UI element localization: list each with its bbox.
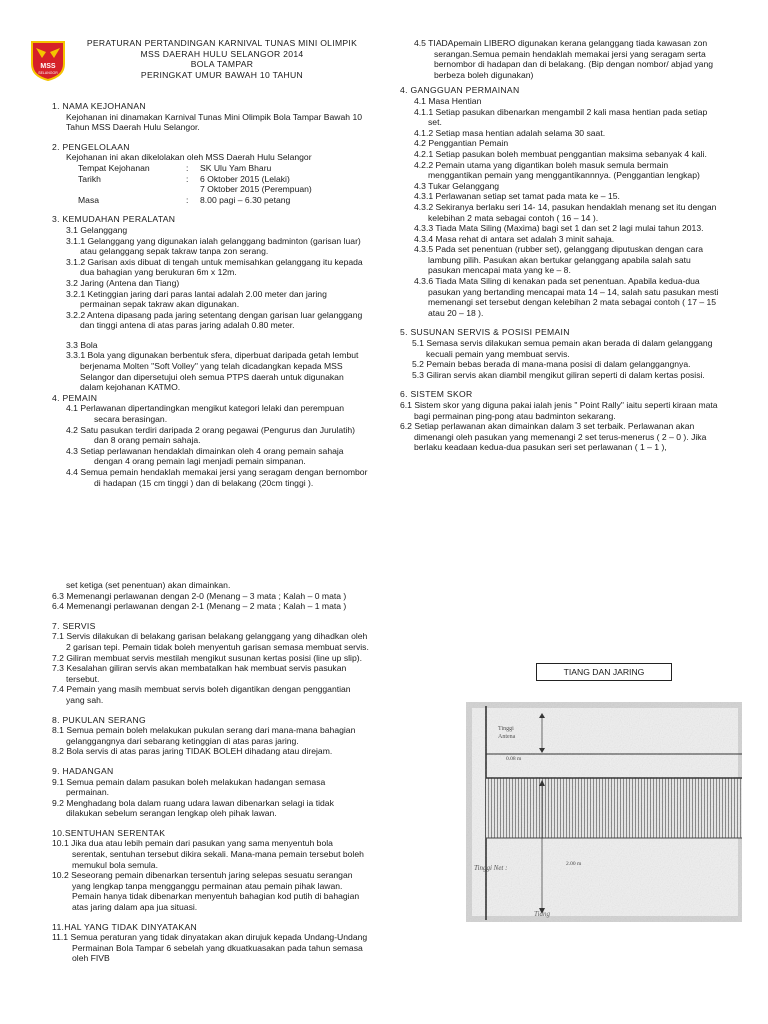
title-line-4: PERINGKAT UMUR BAWAH 10 TAHUN [140, 69, 304, 80]
detail-row [78, 163, 316, 174]
item-3-2-1: 3.2.1 Ketinggian jaring dari paras lantai adalah 2.00 meter dan jaring permainan sepak takraw akan digunakan. [66, 288, 327, 310]
logo-subtext: SELANGOR [38, 71, 58, 75]
item-8-2: 8.2 Bola servis di atas paras jaring TIDAK BOLEH dihadang atau direjam. [52, 746, 333, 757]
item-g-4-3-5: 4.3.5 Pada set penentuan (rubber set), gelanggang diputuskan dengan cara lambung pilih. Pasukan akan bertukar gelanggang apabila salah satu pasukan mencapai mata yang ke – 8. [414, 244, 704, 276]
item-g-4-1-1: 4.1.1 Setiap pasukan dibenarkan mengambil 2 kali masa hentian pada setiap set. [414, 106, 708, 128]
item-7-3: 7.3 Kesalahan giliran servis akan membatalkan hak membuat servis pasukan tersebut. [52, 663, 347, 684]
detail-value: SK Ulu Yam Bharu [200, 162, 272, 173]
section-5-heading: 5. SUSUNAN SERVIS & POSISI PEMAIN [400, 327, 570, 338]
section-2-body: Kejohanan ini akan dikelolakan oleh MSS Daerah Hulu Selangor [66, 152, 312, 163]
item-g-4-3: 4.3 Tukar Gelanggang [414, 180, 500, 191]
section-2-details [78, 163, 316, 205]
detail-value: 8.00 pagi – 6.30 petang [200, 194, 291, 205]
diagram-label: TIANG DAN JARING [536, 663, 672, 681]
item-4-5: 4.5 TIADApemain LIBERO digunakan kerana gelanggang tiada kawasan zon serangan.Semua pemain hendaklah memakai jersi yang seragam serta bernombor di hadapan dan di belakang. (Bip dengan nombor/ abjad yang berbeza boleh digunakan) [414, 38, 714, 80]
item-10-1: 10.1 Jika dua atau lebih pemain dari pasukan yang sama menyentuh bola serentak, sentuhan tersebut dikira sekali. Mana-mana pemain tersebut boleh memukul bola semula. [52, 838, 364, 870]
section-1-heading: 1. NAMA KEJOHANAN [52, 101, 146, 111]
item-8-1: 8.1 Semua pemain boleh melakukan pukulan serang dari mana-mana bahagian gelanggangnya dari sebarang ketinggian di atas paras jaring. [52, 725, 356, 746]
section-gangguan-heading: 4. GANGGUAN PERMAINAN [400, 85, 520, 96]
document-title [72, 38, 372, 80]
item-g-4-3-4: 4.3.4 Masa rehat di antara set adalah 3 minit sahaja. [414, 233, 615, 244]
item-11-1: 11.1 Semua peraturan yang tidak dinyatakan akan dirujuk kepada Undang-Undang Permainan Bola Tampar 6 sebelah yang dkuatkuasakan pada tahun semasa oleh FIVB [52, 932, 368, 964]
mss-selangor-logo [28, 38, 68, 82]
section-11-heading: 11.HAL YANG TIDAK DINYATAKAN [52, 921, 197, 932]
diagram-grain [466, 702, 742, 922]
item-3-1: 3.1 Gelanggang [66, 224, 128, 235]
item-3-2: 3.2 Jaring (Antena dan Tiang) [66, 277, 180, 288]
detail-colon: : [186, 194, 189, 205]
item-4-3: 4.3 Setiap perlawanan hendaklah dimainkan oleh 4 orang pemain sahaja dengan 4 orang pemain lagi menjadi pemain simpanan. [66, 445, 344, 467]
detail-colon [186, 184, 200, 195]
section-9-heading: 9. HADANGAN [52, 765, 114, 776]
title-line-2: MSS DAERAH HULU SELANGOR 2014 [140, 48, 304, 59]
item-3-1-1: 3.1.1 Gelanggang yang digunakan ialah gelanggang badminton (garisan luar) atau gelanggang sepak takraw tanpa zon serang. [66, 235, 361, 257]
item-g-4-3-2: 4.3.2 Sekiranya berlaku seri 14- 14, pasukan hendaklah menang set itu dengan kelebihan 2 mata sebagai contoh ( 16 – 14 ). [414, 201, 717, 223]
item-3-3-1: 3.3.1 Bola yang digunakan berbentuk sfera, diperbuat daripada getah lembut berjenama Molten "Soft Volley" yang telah dicadangkan kepada MSS Selangor dan dipersetujui oleh semua PTPS daerah untuk digunakan dalam kejohanan KATMO. [66, 350, 359, 393]
item-10-2: 10.2 Seseorang pemain dibenarkan tersentuh jaring selepas sesuatu serangan yang lengkap tanpa mengganggu permainan atau pemain pihak lawan. Pemain hanya tidak dibenarkan menyentuh bahagian kod putih di bahagian atas jaring dalam apa jua situasi. [52, 870, 360, 913]
item-6-2-cont: set ketiga (set penentuan) akan dimainkan. [66, 580, 231, 590]
item-7-4: 7.4 Pemain yang masih membuat servis boleh digantikan dengan penggantian yang sah. [52, 684, 351, 705]
section-6-heading: 6. SISTEM SKOR [400, 389, 473, 400]
item-5-3: 5.3 Giliran servis akan diambil mengikut giliran seperti di dalam kertas posisi. [412, 369, 705, 380]
item-4-2: 4.2 Satu pasukan terdiri daripada 2 orang pegawai (Pengurus dan Jurulatih) dan 8 orang pemain sahaja. [66, 424, 356, 446]
item-g-4-2-2: 4.2.2 Pemain utama yang digantikan boleh masuk semula bermain menggantikan pemain yang menggantikannnya. (Penggantian lengkap) [414, 159, 700, 181]
item-3-1-2: 3.1.2 Garisan axis dibuat di tengah untuk memisahkan gelanggang itu kepada dua bahagian yang berukuran 6m x 12m. [66, 256, 363, 278]
item-7-1: 7.1 Servis dilakukan di belakang garisan belakang gelanggang yang dihadkan oleh 2 garisan tepi. Pemain tidak boleh menyentuh garisan semasa membuat servis. [52, 631, 369, 652]
detail-value: 6 Oktober 2015 (Lelaki) [200, 173, 290, 184]
section-2-heading: 2. PENGELOLAAN [52, 141, 130, 152]
item-7-2: 7.2 Giliran membuat servis mestilah mengikut susunan kertas posisi (line up slip). [52, 652, 362, 663]
net-post-diagram [466, 702, 742, 922]
item-g-4-1-2: 4.1.2 Setiap masa hentian adalah selama 30 saat. [414, 127, 606, 138]
section-4-heading: 4. PEMAIN [52, 392, 98, 403]
item-3-3: 3.3 Bola [66, 339, 98, 350]
item-4-4: 4.4 Semua pemain hendaklah memakai jersi yang seragam dengan bernombor di hadapan (15 cm tinggi ) dan di belakang (20cm tinggi ). [66, 467, 368, 488]
item-6-1: 6.1 Sistem skor yang diguna pakai ialah jenis " Point Rally" iaitu seperti kiraan mata bagi permainan ping-pong atau badminton sekarang. [400, 400, 718, 421]
item-9-2: 9.2 Menghadang bola dalam ruang udara lawan dibenarkan selagi ia tidak dilakukan sebelum serangan lengkap oleh pihak lawan. [52, 797, 334, 819]
detail-label: Masa [78, 194, 100, 205]
item-5-2: 5.2 Pemain bebas berada di mana-mana posisi di dalam gelanggangnya. [412, 359, 691, 370]
detail-label: Tempat Kejohanan [78, 162, 150, 173]
detail-label [78, 184, 186, 195]
detail-colon: : [186, 173, 189, 184]
detail-row [78, 195, 316, 206]
left-column-top [52, 101, 368, 488]
item-6-3: 6.3 Memenangi perlawanan dengan 2-0 (Menang – 3 mata ; Kalah – 0 mata ) [52, 590, 347, 601]
detail-row [78, 184, 316, 195]
left-column-bottom [52, 580, 370, 964]
section-1-body: Kejohanan ini dinamakan Karnival Tunas Mini Olimpik Bola Tampar Bawah 10 Tahun MSS Daerah Hulu Selangor. [66, 111, 363, 133]
item-g-4-3-1: 4.3.1 Perlawanan setiap set tamat pada mata ke – 15. [414, 191, 620, 202]
section-7-heading: 7. SERVIS [52, 620, 96, 631]
right-column-top [400, 38, 720, 453]
title-line-1: PERATURAN PERTANDINGAN KARNIVAL TUNAS MINI OLIMPIK [86, 38, 358, 48]
item-6-4: 6.4 Memenangi perlawanan dengan 2-1 (Menang – 2 mata ; Kalah – 1 mata ) [52, 601, 347, 612]
item-9-1: 9.1 Semua pemain dalam pasukan boleh melakukan hadangan semasa permainan. [52, 776, 326, 798]
detail-value: 7 Oktober 2015 (Perempuan) [200, 184, 312, 195]
section-10-heading: 10.SENTUHAN SERENTAK [52, 827, 166, 838]
section-3-heading: 3. KEMUDAHAN PERALATAN [52, 214, 176, 225]
title-line-3: BOLA TAMPAR [190, 59, 254, 70]
item-g-4-3-6: 4.3.6 Tiada Mata Siling di kenakan pada set penentuan. Apabila kedua-dua pasukan yang bertanding mencapai mata 14 – 14, salah satu pasukan mesti memenangi set tersebut dengan kelebihan 2 mata sebagai contoh ( 17 – 15 atau 20 – 18 ). [414, 276, 719, 318]
item-6-2: 6.2 Setiap perlawanan akan dimainkan dalam 3 set terbaik. Perlawanan akan dimenangi oleh pasukan yang memenangi 2 set terus-menerus ( 2 – 0 ). Jika berlaku keadaan kedua-dua pasukan seri set perlawanan ( 1 – 1 ), [400, 421, 707, 453]
item-g-4-1: 4.1 Masa Hentian [414, 95, 482, 106]
detail-label: Tarikh [78, 173, 101, 184]
item-3-2-2: 3.2.2 Antena dipasang pada jaring setentang dengan garisan luar gelanggang dan tinggi antena di atas paras jaring adalah 0.80 meter. [66, 309, 363, 331]
section-8-heading: 8. PUKULAN SERANG [52, 714, 146, 725]
item-g-4-2: 4.2 Penggantian Pemain [414, 138, 509, 149]
detail-colon: : [186, 162, 189, 173]
item-4-1: 4.1 Perlawanan dipertandingkan mengikut kategori lelaki dan perempuan secara berasingan. [66, 403, 345, 425]
item-g-4-3-3: 4.3.3 Tiada Mata Siling (Maxima) bagi set 1 dan set 2 lagi mulai tahun 2013. [414, 223, 704, 234]
detail-row [78, 174, 316, 185]
logo-text: MSS [40, 63, 56, 70]
item-g-4-2-1: 4.2.1 Setiap pasukan boleh membuat penggantian maksima sebanyak 4 kali. [414, 148, 707, 159]
item-5-1: 5.1 Semasa servis dilakukan semua pemain akan berada di dalam gelanggang kecuali pemain yang membuat servis. [412, 338, 713, 359]
